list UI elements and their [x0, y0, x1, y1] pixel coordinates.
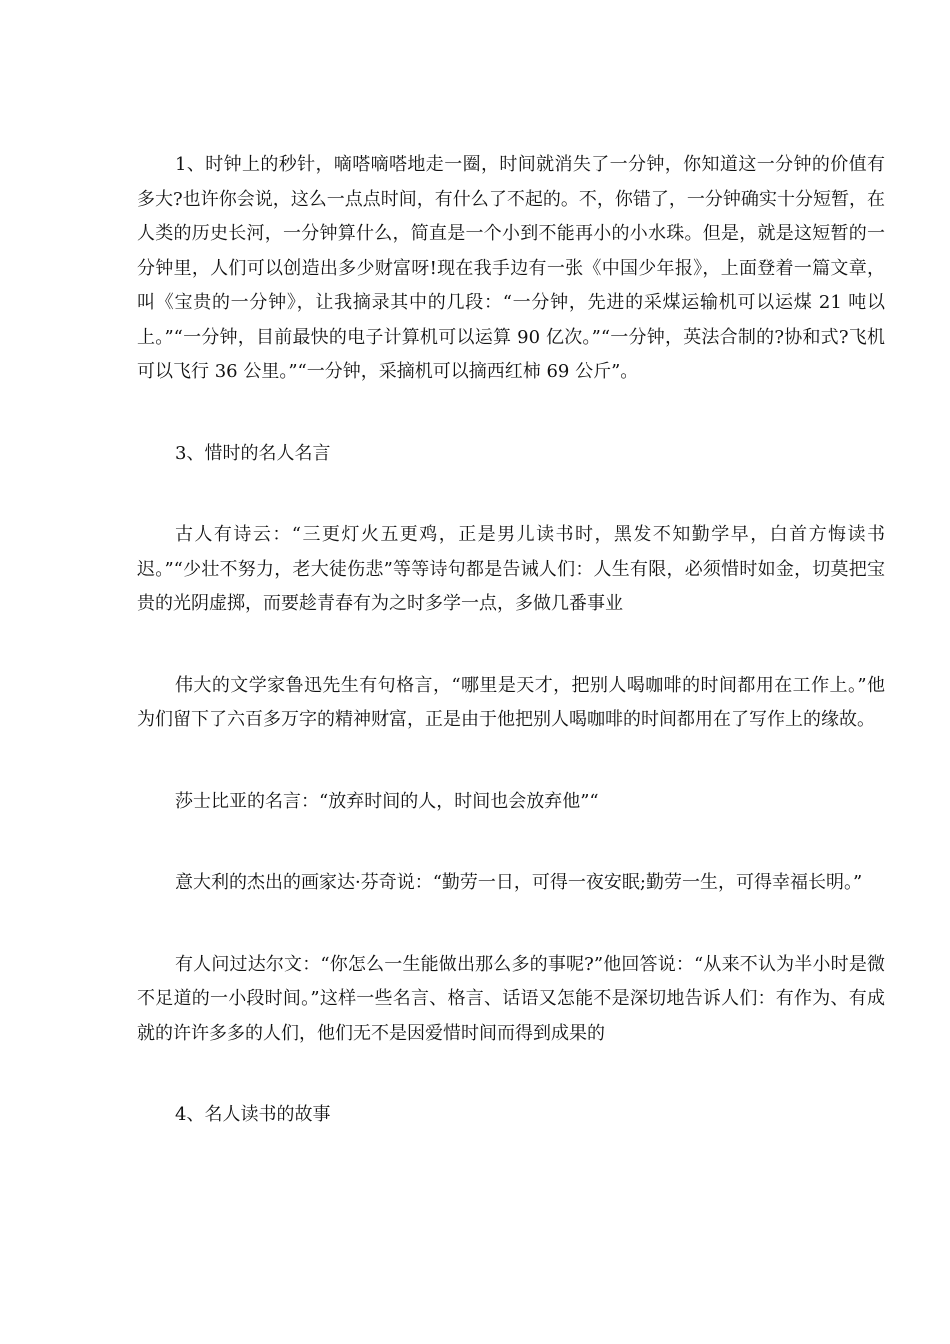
paragraph-shakespeare: 莎士比亚的名言：“放弃时间的人，时间也会放弃他”“ [175, 790, 599, 812]
paragraph-darwin: 有人问过达尔文：“你怎么一生能做出那么多的事呢?”他回答说：“从来不认为半小时是微不足道的一小段时间。”这样一些名言、格言、话语又怎能不是深切地告诉人们：有作为、有成就的许许多多的人们，他们无不是因爱惜时间而得到成果的 [137, 953, 885, 1044]
paragraph-da-vinci: 意大利的杰出的画家达·芬奇说：“勤劳一日，可得一夜安眠;勤劳一生，可得幸福长明。” [175, 872, 863, 893]
section-heading-reading-stories: 4、名人读书的故事 [175, 1104, 331, 1125]
section-heading-famous-quotes: 3、惜时的名人名言 [175, 442, 331, 464]
paragraph-lu-xun: 伟大的文学家鲁迅先生有句格言，“哪里是天才，把别人喝咖啡的时间都用在工作上。”他为们留下了六百多万字的精神财富，正是由于他把别人喝咖啡的时间都用在了写作上的缘故。 [137, 674, 885, 730]
paragraph-one-minute-value: 1、时钟上的秒针，嘀嗒嘀嗒地走一圈，时间就消失了一分钟，你知道这一分钟的价值有多大?也许你会说，这么一点点时间，有什么了不起的。不，你错了，一分钟确实十分短暂，在人类的历史长河，一分钟算什么，简直是一个小到不能再小的小水珠。但是，就是这短暂的一分钟里，人们可以创造出多少财富呀!现在我手边有一张《中国少年报》，上面登着一篇文章，叫《宝贵的一分钟》，让我摘录其中的几段：“一分钟，先进的采煤运输机可以运煤 21 吨以上。”“一分钟，目前最快的电子计算机可以运算 90 亿次。”“一分钟，英法合制的?协和式?飞机可以飞行 36 公里。”“一分钟，采摘机可以摘西红柿 69 公斤”。 [137, 154, 885, 382]
paragraph-ancient-poem: 古人有诗云：“三更灯火五更鸡，正是男儿读书时，黑发不知勤学早，白首方悔读书迟。”“少壮不努力，老大徒伤悲”等等诗句都是告诫人们：人生有限，必须惜时如金，切莫把宝贵的光阴虚掷，而要趁青春有为之时多学一点，多做几番事业 [137, 524, 885, 614]
document-body [137, 148, 885, 1180]
